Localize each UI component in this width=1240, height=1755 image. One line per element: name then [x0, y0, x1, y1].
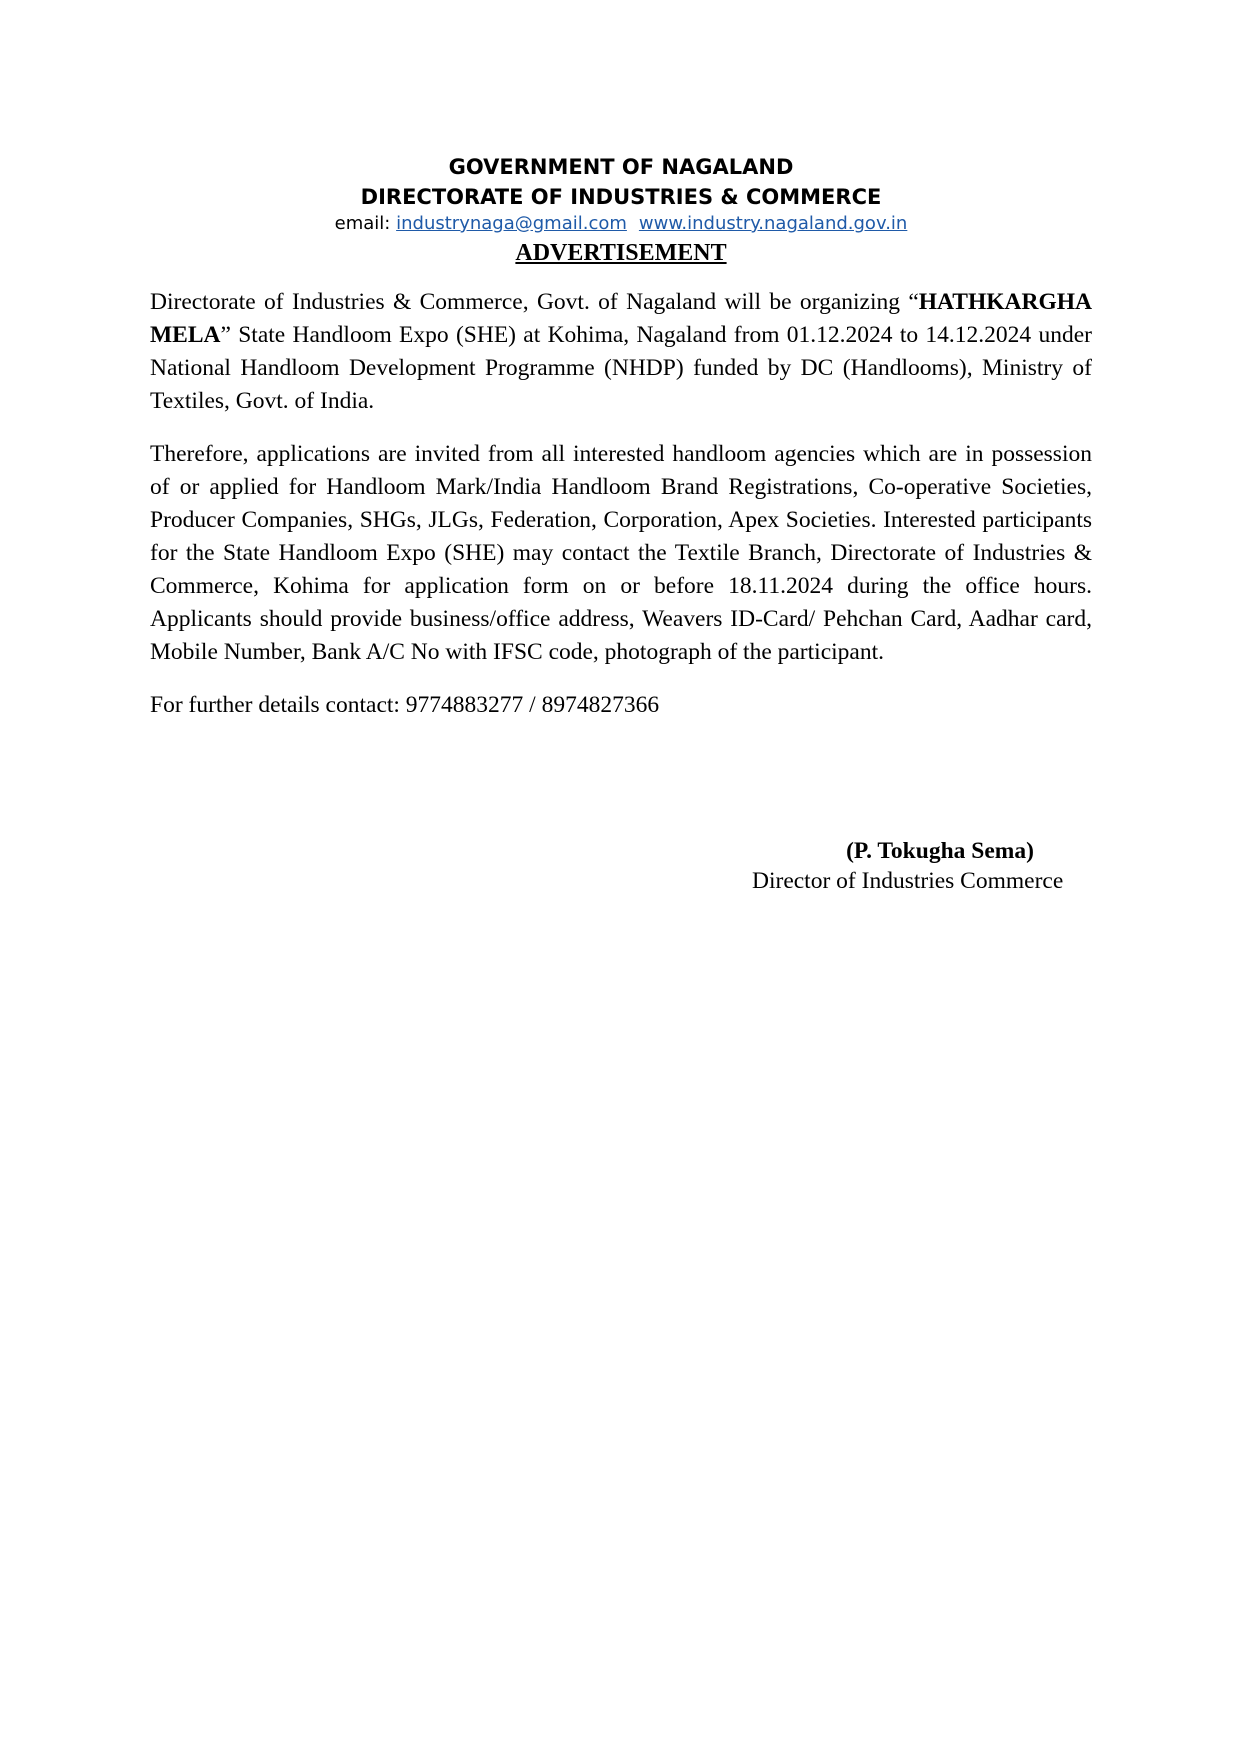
advertisement-body	[150, 286, 1092, 742]
email-link[interactable]: industrynaga@gmail.com	[396, 213, 627, 234]
email-label: email:	[334, 213, 391, 234]
paragraph-applications: Therefore, applications are invited from all interested handloom agencies which are in possession of or applied for Handloom Mark/India Handloom Brand Registrations, Co-operative Societies, Producer Companies, SHGs, JLGs, Federation, Corporation, Apex Societies. Interested participants for the State Handloom Expo (SHE) may contact the Textile Branch, Directorate of Industries & Commerce, Kohima for application form on or before 18.11.2024 during the office hours. Applicants should provide business/office address, Weavers ID-Card/ Pehchan Card, Aadhar card, Mobile Number, Bank A/C No with IFSC code, photograph of the participant.	[150, 441, 1092, 665]
directorate-name: DIRECTORATE OF INDUSTRIES & COMMERCE	[360, 185, 882, 209]
advertisement-title: ADVERTISEMENT	[515, 240, 727, 266]
signatory-name: (P. Tokugha Sema)	[846, 838, 1034, 864]
signatory-title: Director of Industries Commerce	[752, 868, 1064, 894]
para1-prefix: Directorate of Industries & Commerce, Govt. of Nagaland will be organizing “	[150, 289, 919, 315]
contact-line	[150, 212, 1092, 236]
letterhead	[150, 152, 1092, 268]
paragraph-announcement	[150, 286, 1092, 418]
paragraph-contact: For further details contact: 9774883277 / 8974827366	[150, 692, 660, 718]
government-name: GOVERNMENT OF NAGALAND	[448, 155, 794, 179]
website-link[interactable]: www.industry.nagaland.gov.in	[638, 213, 908, 234]
event-name: HATHKARGHA MELA	[150, 289, 1092, 348]
para1-suffix: ” State Handloom Expo (SHE) at Kohima, Nagaland from 01.12.2024 to 14.12.2024 under National Handloom Development Programme (NHDP) funded by DC (Handlooms), Ministry of Textiles, Govt. of India.	[150, 322, 1092, 414]
signature-block	[700, 836, 1140, 896]
